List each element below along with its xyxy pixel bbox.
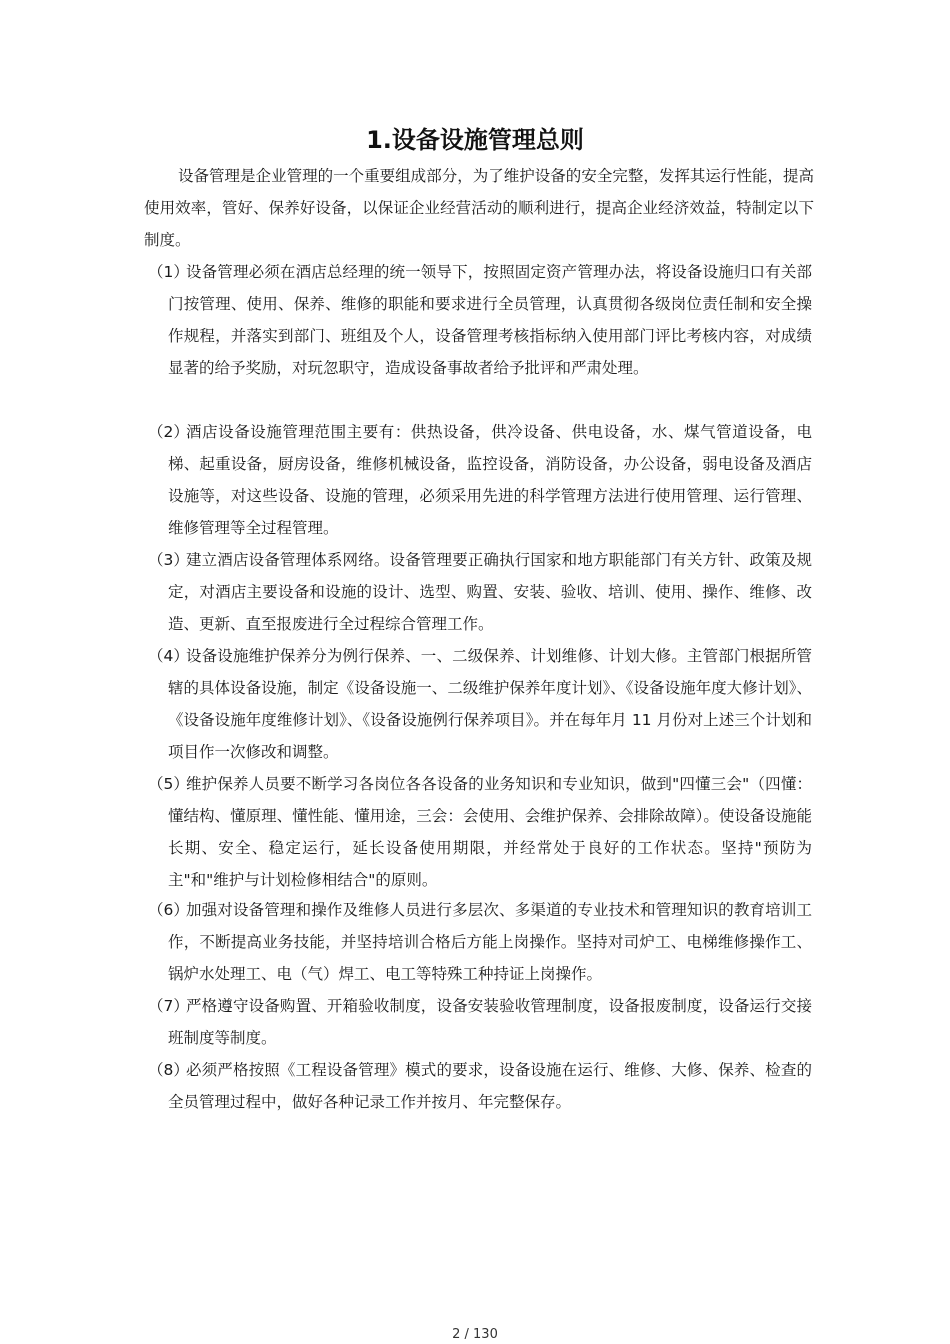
item-number: （8） — [148, 1061, 189, 1079]
item-number: （2） — [148, 423, 189, 441]
item-number: （6） — [148, 901, 189, 919]
list-item — [148, 416, 812, 544]
page-title: 1.设备设施管理总则 — [366, 126, 584, 154]
item-number: （5） — [148, 775, 189, 793]
list-item — [148, 990, 812, 1054]
item-number: （3） — [148, 551, 189, 569]
item-text: 设备设施维护保养分为例行保养、一、二级保养、计划维修、计划大修。主管部门根据所管辖的具体设备设施，制定《设备设施一、二级维护保养年度计划》、《设备设施年度大修计划》、《设备设施年度维修计划》、《设备设施例行保养项目》。并在每年月 11 月份对上述三个计划和项目作一次修改和调整。 — [168, 647, 812, 761]
list-item — [148, 544, 812, 640]
item-number: （7） — [148, 997, 189, 1015]
list-item — [148, 256, 812, 384]
list-item — [148, 640, 812, 768]
item-text: 建立酒店设备管理体系网络。设备管理要正确执行国家和地方职能部门有关方针、政策及规定，对酒店主要设备和设施的设计、选型、购置、安装、验收、培训、使用、操作、维修、改造、更新、直至报废进行全过程综合管理工作。 — [168, 551, 812, 633]
page-number: 2 / 130 — [452, 1327, 498, 1342]
item-text: 酒店设备设施管理范围主要有：供热设备，供冷设备、供电设备，水、煤气管道设备，电梯、起重设备，厨房设备，维修机械设备，监控设备，消防设备，办公设备，弱电设备及酒店设施等，对这些设备、设施的管理，必须采用先进的科学管理方法进行使用管理、运行管理、维修管理等全过程管理。 — [168, 423, 812, 537]
list-item — [148, 894, 812, 990]
item-text: 维护保养人员要不断学习各岗位各各设备的业务知识和专业知识，做到"四懂三会"（四懂：懂结构、懂原理、懂性能、懂用途，三会：会使用、会维护保养、会排除故障）。使设备设施能长期、安全、稳定运行，延长设备使用期限，并经常处于良好的工作状态。坚持"预防为主"和"维护与计划检修相结合"的原则。 — [168, 775, 812, 889]
intro-paragraph: 设备管理是企业管理的一个重要组成部分，为了维护设备的安全完整，发挥其运行性能，提高使用效率，管好、保养好设备，以保证企业经营活动的顺利进行，提高企业经济效益，特制定以下制度。 — [144, 167, 814, 249]
item-number: （1） — [148, 263, 189, 281]
list-item — [148, 1054, 812, 1118]
item-text: 必须严格按照《工程设备管理》模式的要求，设备设施在运行、维修、大修、保养、检查的全员管理过程中，做好各种记录工作并按月、年完整保存。 — [168, 1061, 812, 1111]
item-text: 加强对设备管理和操作及维修人员进行多层次、多渠道的专业技术和管理知识的教育培训工作，不断提高业务技能，并坚持培训合格后方能上岗操作。坚持对司炉工、电梯维修操作工、锅炉水处理工、电（气）焊工、电工等特殊工种持证上岗操作。 — [168, 901, 812, 983]
item-text: 严格遵守设备购置、开箱验收制度，设备安装验收管理制度，设备报废制度，设备运行交接班制度等制度。 — [168, 997, 812, 1047]
item-text: 设备管理必须在酒店总经理的统一领导下，按照固定资产管理办法，将设备设施归口有关部门按管理、使用、保养、维修的职能和要求进行全员管理，认真贯彻各级岗位责任制和安全操作规程，并落实到部门、班组及个人，设备管理考核指标纳入使用部门评比考核内容，对成绩显著的给予奖励，对玩忽职守，造成设备事故者给予批评和严肃处理。 — [168, 263, 812, 377]
item-number: （4） — [148, 647, 189, 665]
list-item — [148, 768, 812, 896]
